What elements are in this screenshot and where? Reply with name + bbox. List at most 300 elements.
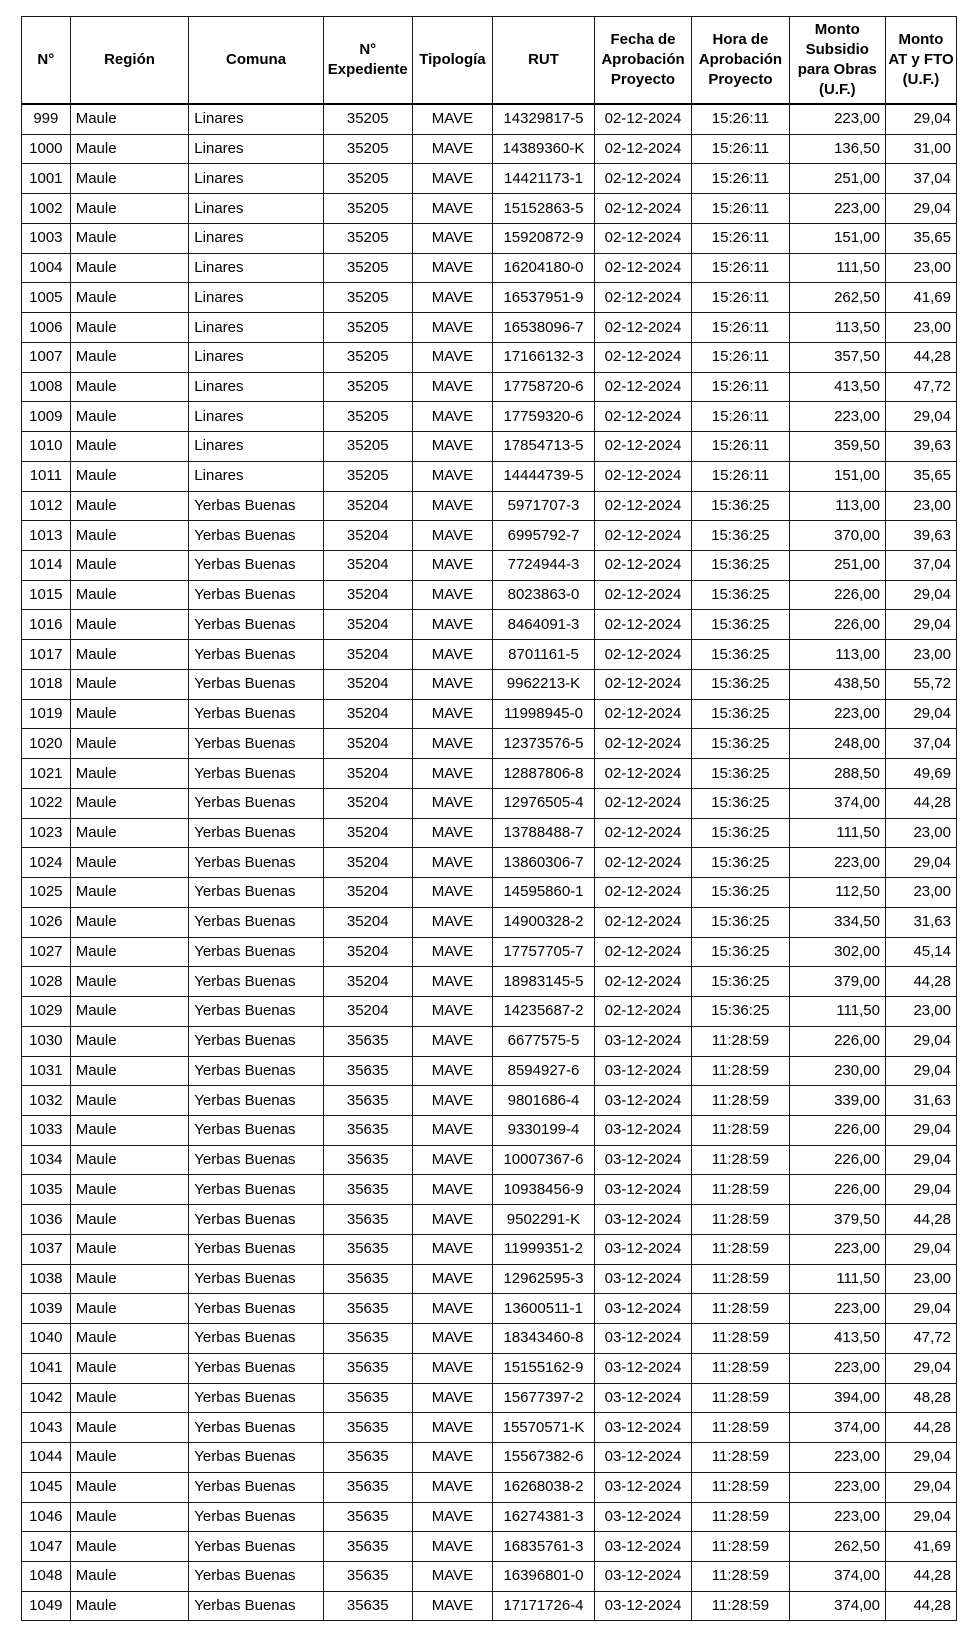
cell-monto-subsidio: 111,50 <box>789 1264 885 1294</box>
cell-fecha-aprobacion: 03-12-2024 <box>594 1591 691 1621</box>
table-row <box>22 164 957 194</box>
cell-comuna: Yerbas Buenas <box>189 491 323 521</box>
cell-region: Maule <box>70 1472 189 1502</box>
cell-comuna: Yerbas Buenas <box>189 788 323 818</box>
cell-fecha-aprobacion: 03-12-2024 <box>594 1086 691 1116</box>
cell-region: Maule <box>70 1561 189 1591</box>
cell-tipologia: MAVE <box>412 1056 492 1086</box>
cell-monto-at-fto: 41,69 <box>885 283 956 313</box>
cell-hora-aprobacion: 15:36:25 <box>692 699 789 729</box>
cell-hora-aprobacion: 15:26:11 <box>692 313 789 343</box>
cell-monto-at-fto: 48,28 <box>885 1383 956 1413</box>
cell-tipologia: MAVE <box>412 164 492 194</box>
cell-monto-at-fto: 29,04 <box>885 1115 956 1145</box>
header-hora-aprobacion: Hora de Aprobación Proyecto <box>692 17 789 105</box>
cell-expediente: 35204 <box>323 699 412 729</box>
cell-tipologia: MAVE <box>412 551 492 581</box>
cell-rut: 15677397-2 <box>493 1383 595 1413</box>
table-row <box>22 313 957 343</box>
cell-rut: 12976505-4 <box>493 788 595 818</box>
cell-comuna: Yerbas Buenas <box>189 521 323 551</box>
table-row <box>22 1383 957 1413</box>
cell-tipologia: MAVE <box>412 313 492 343</box>
cell-hora-aprobacion: 15:36:25 <box>692 937 789 967</box>
cell-monto-subsidio: 223,00 <box>789 194 885 224</box>
cell-expediente: 35204 <box>323 818 412 848</box>
cell-numero: 1046 <box>22 1502 71 1532</box>
cell-numero: 1038 <box>22 1264 71 1294</box>
cell-monto-at-fto: 29,04 <box>885 848 956 878</box>
cell-fecha-aprobacion: 02-12-2024 <box>594 699 691 729</box>
cell-region: Maule <box>70 432 189 462</box>
cell-monto-at-fto: 44,28 <box>885 967 956 997</box>
cell-monto-subsidio: 226,00 <box>789 1175 885 1205</box>
cell-monto-at-fto: 39,63 <box>885 521 956 551</box>
cell-region: Maule <box>70 1175 189 1205</box>
cell-tipologia: MAVE <box>412 1145 492 1175</box>
table-row <box>22 1264 957 1294</box>
cell-region: Maule <box>70 491 189 521</box>
cell-tipologia: MAVE <box>412 1443 492 1473</box>
cell-expediente: 35635 <box>323 1264 412 1294</box>
cell-rut: 11999351-2 <box>493 1234 595 1264</box>
cell-tipologia: MAVE <box>412 759 492 789</box>
cell-fecha-aprobacion: 02-12-2024 <box>594 104 691 134</box>
cell-region: Maule <box>70 134 189 164</box>
cell-comuna: Linares <box>189 372 323 402</box>
table-row <box>22 759 957 789</box>
cell-monto-at-fto: 29,04 <box>885 699 956 729</box>
cell-numero: 1008 <box>22 372 71 402</box>
cell-monto-at-fto: 29,04 <box>885 402 956 432</box>
table-row <box>22 1294 957 1324</box>
cell-monto-subsidio: 374,00 <box>789 1561 885 1591</box>
table-row <box>22 1561 957 1591</box>
cell-rut: 12373576-5 <box>493 729 595 759</box>
table-row <box>22 1026 957 1056</box>
cell-monto-subsidio: 136,50 <box>789 134 885 164</box>
cell-rut: 16396801-0 <box>493 1561 595 1591</box>
cell-expediente: 35635 <box>323 1353 412 1383</box>
table-row <box>22 997 957 1027</box>
cell-comuna: Yerbas Buenas <box>189 1145 323 1175</box>
cell-fecha-aprobacion: 03-12-2024 <box>594 1472 691 1502</box>
cell-tipologia: MAVE <box>412 1472 492 1502</box>
cell-tipologia: MAVE <box>412 1353 492 1383</box>
cell-expediente: 35635 <box>323 1115 412 1145</box>
cell-rut: 14389360-K <box>493 134 595 164</box>
cell-tipologia: MAVE <box>412 1324 492 1354</box>
cell-rut: 16538096-7 <box>493 313 595 343</box>
table-row <box>22 1056 957 1086</box>
cell-region: Maule <box>70 1086 189 1116</box>
cell-region: Maule <box>70 610 189 640</box>
table-row <box>22 551 957 581</box>
cell-comuna: Yerbas Buenas <box>189 997 323 1027</box>
cell-numero: 1022 <box>22 788 71 818</box>
cell-tipologia: MAVE <box>412 878 492 908</box>
cell-monto-subsidio: 302,00 <box>789 937 885 967</box>
cell-region: Maule <box>70 967 189 997</box>
cell-expediente: 35205 <box>323 194 412 224</box>
cell-hora-aprobacion: 15:36:25 <box>692 967 789 997</box>
cell-expediente: 35635 <box>323 1145 412 1175</box>
cell-rut: 9502291-K <box>493 1205 595 1235</box>
cell-tipologia: MAVE <box>412 1115 492 1145</box>
cell-monto-subsidio: 226,00 <box>789 580 885 610</box>
cell-tipologia: MAVE <box>412 848 492 878</box>
cell-fecha-aprobacion: 02-12-2024 <box>594 164 691 194</box>
cell-monto-subsidio: 112,50 <box>789 878 885 908</box>
cell-comuna: Linares <box>189 253 323 283</box>
cell-monto-at-fto: 37,04 <box>885 164 956 194</box>
cell-fecha-aprobacion: 03-12-2024 <box>594 1532 691 1562</box>
cell-region: Maule <box>70 1115 189 1145</box>
table-row <box>22 699 957 729</box>
cell-hora-aprobacion: 15:36:25 <box>692 878 789 908</box>
cell-numero: 1043 <box>22 1413 71 1443</box>
cell-fecha-aprobacion: 02-12-2024 <box>594 402 691 432</box>
cell-fecha-aprobacion: 03-12-2024 <box>594 1234 691 1264</box>
cell-monto-subsidio: 223,00 <box>789 1443 885 1473</box>
table-row <box>22 283 957 313</box>
cell-numero: 1009 <box>22 402 71 432</box>
cell-expediente: 35635 <box>323 1056 412 1086</box>
cell-comuna: Yerbas Buenas <box>189 967 323 997</box>
cell-comuna: Yerbas Buenas <box>189 907 323 937</box>
cell-monto-subsidio: 334,50 <box>789 907 885 937</box>
cell-hora-aprobacion: 15:26:11 <box>692 432 789 462</box>
cell-numero: 1024 <box>22 848 71 878</box>
cell-numero: 1037 <box>22 1234 71 1264</box>
cell-monto-subsidio: 288,50 <box>789 759 885 789</box>
cell-hora-aprobacion: 11:28:59 <box>692 1264 789 1294</box>
cell-monto-at-fto: 31,63 <box>885 907 956 937</box>
cell-fecha-aprobacion: 02-12-2024 <box>594 967 691 997</box>
cell-hora-aprobacion: 11:28:59 <box>692 1443 789 1473</box>
table-row <box>22 342 957 372</box>
cell-expediente: 35204 <box>323 907 412 937</box>
cell-tipologia: MAVE <box>412 1591 492 1621</box>
cell-hora-aprobacion: 11:28:59 <box>692 1205 789 1235</box>
table-row <box>22 788 957 818</box>
cell-region: Maule <box>70 1205 189 1235</box>
cell-region: Maule <box>70 461 189 491</box>
cell-expediente: 35635 <box>323 1532 412 1562</box>
cell-tipologia: MAVE <box>412 372 492 402</box>
cell-rut: 13860306-7 <box>493 848 595 878</box>
cell-comuna: Yerbas Buenas <box>189 1056 323 1086</box>
cell-monto-at-fto: 47,72 <box>885 372 956 402</box>
cell-monto-subsidio: 379,00 <box>789 967 885 997</box>
cell-fecha-aprobacion: 02-12-2024 <box>594 788 691 818</box>
cell-comuna: Yerbas Buenas <box>189 937 323 967</box>
cell-expediente: 35205 <box>323 283 412 313</box>
cell-comuna: Yerbas Buenas <box>189 1026 323 1056</box>
cell-expediente: 35635 <box>323 1324 412 1354</box>
cell-numero: 1001 <box>22 164 71 194</box>
cell-expediente: 35635 <box>323 1591 412 1621</box>
cell-fecha-aprobacion: 03-12-2024 <box>594 1443 691 1473</box>
cell-rut: 9962213-K <box>493 669 595 699</box>
cell-comuna: Yerbas Buenas <box>189 1086 323 1116</box>
cell-comuna: Yerbas Buenas <box>189 1205 323 1235</box>
cell-fecha-aprobacion: 02-12-2024 <box>594 907 691 937</box>
cell-monto-at-fto: 39,63 <box>885 432 956 462</box>
table-row <box>22 907 957 937</box>
cell-monto-subsidio: 413,50 <box>789 1324 885 1354</box>
cell-expediente: 35204 <box>323 610 412 640</box>
cell-monto-subsidio: 223,00 <box>789 1472 885 1502</box>
cell-monto-subsidio: 359,50 <box>789 432 885 462</box>
cell-monto-at-fto: 23,00 <box>885 491 956 521</box>
cell-numero: 1006 <box>22 313 71 343</box>
cell-expediente: 35204 <box>323 997 412 1027</box>
cell-expediente: 35204 <box>323 580 412 610</box>
cell-monto-subsidio: 394,00 <box>789 1383 885 1413</box>
cell-monto-subsidio: 113,00 <box>789 640 885 670</box>
cell-region: Maule <box>70 283 189 313</box>
cell-rut: 16268038-2 <box>493 1472 595 1502</box>
header-fecha-aprobacion: Fecha de Aprobación Proyecto <box>594 17 691 105</box>
cell-hora-aprobacion: 15:36:25 <box>692 818 789 848</box>
cell-tipologia: MAVE <box>412 402 492 432</box>
cell-monto-at-fto: 29,04 <box>885 580 956 610</box>
cell-hora-aprobacion: 11:28:59 <box>692 1591 789 1621</box>
table-row <box>22 1145 957 1175</box>
cell-comuna: Linares <box>189 104 323 134</box>
cell-comuna: Linares <box>189 164 323 194</box>
header-expediente: N° Expediente <box>323 17 412 105</box>
cell-monto-at-fto: 55,72 <box>885 669 956 699</box>
cell-comuna: Linares <box>189 432 323 462</box>
cell-rut: 6995792-7 <box>493 521 595 551</box>
cell-hora-aprobacion: 15:26:11 <box>692 342 789 372</box>
cell-fecha-aprobacion: 02-12-2024 <box>594 223 691 253</box>
cell-monto-subsidio: 248,00 <box>789 729 885 759</box>
cell-numero: 1044 <box>22 1443 71 1473</box>
cell-tipologia: MAVE <box>412 134 492 164</box>
cell-monto-at-fto: 37,04 <box>885 551 956 581</box>
cell-expediente: 35204 <box>323 759 412 789</box>
cell-expediente: 35204 <box>323 788 412 818</box>
cell-tipologia: MAVE <box>412 997 492 1027</box>
cell-rut: 18343460-8 <box>493 1324 595 1354</box>
cell-hora-aprobacion: 11:28:59 <box>692 1413 789 1443</box>
table-row <box>22 1115 957 1145</box>
cell-expediente: 35204 <box>323 878 412 908</box>
cell-region: Maule <box>70 788 189 818</box>
cell-monto-at-fto: 23,00 <box>885 997 956 1027</box>
cell-monto-subsidio: 113,50 <box>789 313 885 343</box>
cell-numero: 1042 <box>22 1383 71 1413</box>
cell-rut: 15570571-K <box>493 1413 595 1443</box>
cell-tipologia: MAVE <box>412 907 492 937</box>
cell-comuna: Yerbas Buenas <box>189 759 323 789</box>
table-row <box>22 1205 957 1235</box>
cell-fecha-aprobacion: 03-12-2024 <box>594 1324 691 1354</box>
cell-hora-aprobacion: 11:28:59 <box>692 1532 789 1562</box>
cell-hora-aprobacion: 15:36:25 <box>692 640 789 670</box>
cell-monto-subsidio: 374,00 <box>789 788 885 818</box>
cell-hora-aprobacion: 11:28:59 <box>692 1383 789 1413</box>
cell-fecha-aprobacion: 02-12-2024 <box>594 848 691 878</box>
cell-monto-at-fto: 23,00 <box>885 253 956 283</box>
cell-comuna: Yerbas Buenas <box>189 1175 323 1205</box>
cell-monto-at-fto: 29,04 <box>885 1353 956 1383</box>
cell-region: Maule <box>70 1532 189 1562</box>
cell-monto-subsidio: 438,50 <box>789 669 885 699</box>
cell-comuna: Yerbas Buenas <box>189 1532 323 1562</box>
cell-tipologia: MAVE <box>412 1532 492 1562</box>
cell-fecha-aprobacion: 02-12-2024 <box>594 313 691 343</box>
cell-expediente: 35205 <box>323 104 412 134</box>
cell-monto-subsidio: 223,00 <box>789 1294 885 1324</box>
cell-region: Maule <box>70 907 189 937</box>
cell-fecha-aprobacion: 03-12-2024 <box>594 1353 691 1383</box>
cell-region: Maule <box>70 253 189 283</box>
cell-comuna: Yerbas Buenas <box>189 1413 323 1443</box>
cell-monto-at-fto: 35,65 <box>885 461 956 491</box>
cell-expediente: 35205 <box>323 432 412 462</box>
cell-rut: 8464091-3 <box>493 610 595 640</box>
cell-fecha-aprobacion: 02-12-2024 <box>594 342 691 372</box>
cell-hora-aprobacion: 11:28:59 <box>692 1115 789 1145</box>
cell-rut: 15920872-9 <box>493 223 595 253</box>
cell-monto-subsidio: 226,00 <box>789 1026 885 1056</box>
cell-expediente: 35635 <box>323 1383 412 1413</box>
cell-monto-subsidio: 223,00 <box>789 848 885 878</box>
cell-tipologia: MAVE <box>412 1502 492 1532</box>
cell-tipologia: MAVE <box>412 1205 492 1235</box>
cell-hora-aprobacion: 11:28:59 <box>692 1175 789 1205</box>
cell-region: Maule <box>70 580 189 610</box>
cell-monto-at-fto: 29,04 <box>885 1294 956 1324</box>
cell-monto-subsidio: 223,00 <box>789 1502 885 1532</box>
cell-expediente: 35204 <box>323 551 412 581</box>
cell-numero: 999 <box>22 104 71 134</box>
cell-tipologia: MAVE <box>412 342 492 372</box>
cell-comuna: Yerbas Buenas <box>189 1561 323 1591</box>
cell-hora-aprobacion: 11:28:59 <box>692 1502 789 1532</box>
cell-numero: 1048 <box>22 1561 71 1591</box>
cell-expediente: 35205 <box>323 342 412 372</box>
cell-monto-at-fto: 29,04 <box>885 1175 956 1205</box>
table-row <box>22 1234 957 1264</box>
cell-monto-at-fto: 47,72 <box>885 1324 956 1354</box>
cell-comuna: Yerbas Buenas <box>189 1234 323 1264</box>
cell-comuna: Linares <box>189 313 323 343</box>
cell-fecha-aprobacion: 02-12-2024 <box>594 580 691 610</box>
header-tipologia: Tipología <box>412 17 492 105</box>
cell-numero: 1035 <box>22 1175 71 1205</box>
cell-expediente: 35635 <box>323 1561 412 1591</box>
cell-region: Maule <box>70 669 189 699</box>
cell-numero: 1029 <box>22 997 71 1027</box>
table-row <box>22 1353 957 1383</box>
cell-monto-subsidio: 262,50 <box>789 1532 885 1562</box>
cell-monto-at-fto: 44,28 <box>885 788 956 818</box>
cell-numero: 1005 <box>22 283 71 313</box>
cell-monto-subsidio: 111,50 <box>789 253 885 283</box>
cell-tipologia: MAVE <box>412 937 492 967</box>
cell-numero: 1041 <box>22 1353 71 1383</box>
cell-rut: 14329817-5 <box>493 104 595 134</box>
table-row <box>22 253 957 283</box>
cell-comuna: Yerbas Buenas <box>189 1502 323 1532</box>
cell-region: Maule <box>70 402 189 432</box>
cell-monto-subsidio: 113,00 <box>789 491 885 521</box>
cell-monto-subsidio: 223,00 <box>789 104 885 134</box>
cell-monto-at-fto: 29,04 <box>885 1145 956 1175</box>
cell-hora-aprobacion: 15:26:11 <box>692 104 789 134</box>
table-row <box>22 432 957 462</box>
cell-region: Maule <box>70 194 189 224</box>
cell-monto-at-fto: 23,00 <box>885 878 956 908</box>
cell-numero: 1017 <box>22 640 71 670</box>
cell-numero: 1026 <box>22 907 71 937</box>
table-row <box>22 372 957 402</box>
cell-monto-subsidio: 262,50 <box>789 283 885 313</box>
cell-monto-subsidio: 230,00 <box>789 1056 885 1086</box>
cell-fecha-aprobacion: 02-12-2024 <box>594 610 691 640</box>
cell-comuna: Yerbas Buenas <box>189 580 323 610</box>
cell-expediente: 35205 <box>323 402 412 432</box>
cell-tipologia: MAVE <box>412 491 492 521</box>
cell-monto-subsidio: 357,50 <box>789 342 885 372</box>
cell-region: Maule <box>70 521 189 551</box>
header-rut: RUT <box>493 17 595 105</box>
cell-expediente: 35205 <box>323 164 412 194</box>
cell-monto-subsidio: 223,00 <box>789 1353 885 1383</box>
cell-fecha-aprobacion: 02-12-2024 <box>594 669 691 699</box>
cell-monto-subsidio: 223,00 <box>789 1234 885 1264</box>
cell-numero: 1018 <box>22 669 71 699</box>
cell-tipologia: MAVE <box>412 194 492 224</box>
cell-region: Maule <box>70 1413 189 1443</box>
cell-region: Maule <box>70 223 189 253</box>
cell-expediente: 35635 <box>323 1472 412 1502</box>
cell-region: Maule <box>70 1443 189 1473</box>
cell-expediente: 35204 <box>323 521 412 551</box>
cell-rut: 5971707-3 <box>493 491 595 521</box>
cell-monto-at-fto: 37,04 <box>885 729 956 759</box>
cell-monto-subsidio: 111,50 <box>789 818 885 848</box>
cell-tipologia: MAVE <box>412 699 492 729</box>
cell-region: Maule <box>70 1294 189 1324</box>
cell-region: Maule <box>70 1234 189 1264</box>
cell-hora-aprobacion: 15:36:25 <box>692 759 789 789</box>
table-row <box>22 1472 957 1502</box>
cell-numero: 1012 <box>22 491 71 521</box>
cell-expediente: 35635 <box>323 1086 412 1116</box>
cell-expediente: 35204 <box>323 967 412 997</box>
cell-expediente: 35204 <box>323 669 412 699</box>
cell-monto-at-fto: 44,28 <box>885 1205 956 1235</box>
cell-comuna: Linares <box>189 402 323 432</box>
cell-region: Maule <box>70 997 189 1027</box>
cell-expediente: 35635 <box>323 1205 412 1235</box>
cell-fecha-aprobacion: 02-12-2024 <box>594 194 691 224</box>
cell-rut: 8701161-5 <box>493 640 595 670</box>
cell-monto-at-fto: 23,00 <box>885 313 956 343</box>
cell-tipologia: MAVE <box>412 1026 492 1056</box>
table-row <box>22 1086 957 1116</box>
cell-numero: 1034 <box>22 1145 71 1175</box>
cell-expediente: 35205 <box>323 223 412 253</box>
cell-hora-aprobacion: 15:36:25 <box>692 491 789 521</box>
cell-hora-aprobacion: 15:36:25 <box>692 997 789 1027</box>
